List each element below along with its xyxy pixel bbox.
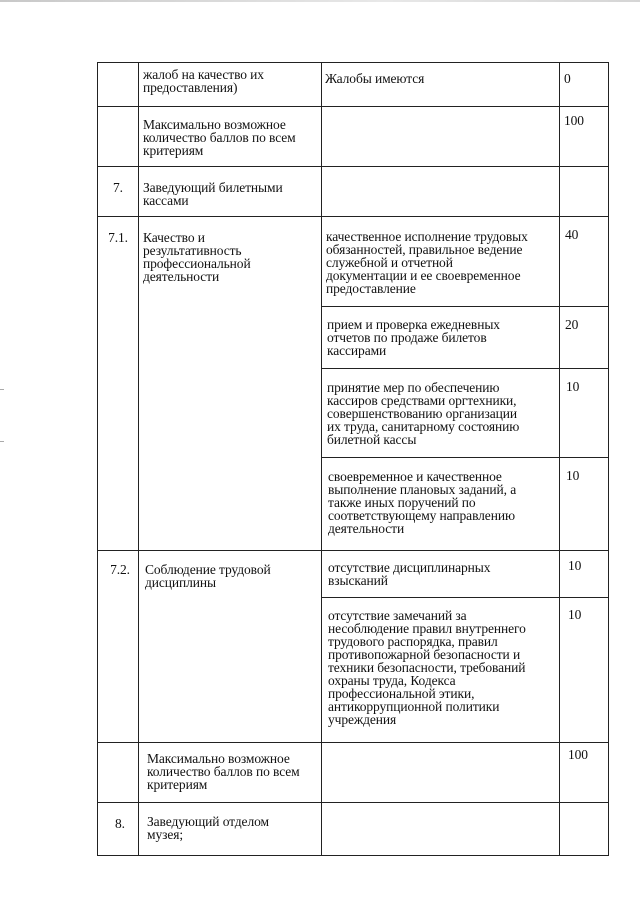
criterion-text: Соблюдение трудовой дисциплины xyxy=(145,562,271,590)
indicator-text: качественное исполнение трудовых обязанностей, правильное ведение служебной и отчетной документации и ее своевременное предоставление xyxy=(326,229,528,296)
subrow-divider xyxy=(321,368,609,369)
row-divider xyxy=(97,550,609,551)
criterion-text: Максимально возможное количество баллов по всем критериям xyxy=(147,751,300,792)
subrow-divider xyxy=(321,597,609,598)
row-divider xyxy=(97,742,609,743)
row-number: 8. xyxy=(115,816,125,831)
points-value: 10 xyxy=(566,468,580,483)
points-value: 10 xyxy=(568,558,582,573)
points-value: 40 xyxy=(565,227,579,242)
indicator-text: отсутствие замечаний за несоблюдение правил внутреннего трудового распорядка, правил противопожарной безопасности и техники безопасности, требований охраны труда, Кодекса профессиональной этики, антикоррупционной политики учреждения xyxy=(328,608,526,727)
subrow-divider xyxy=(321,457,609,458)
points-value: 0 xyxy=(564,71,571,86)
indicator-text: своевременное и качественное выполнение плановых заданий, а также иных поручений по соответствующему направлению деятельности xyxy=(328,469,517,536)
indicator-text: прием и проверка ежедневных отчетов по продаже билетов кассирами xyxy=(327,317,500,358)
table-border-top xyxy=(97,62,609,63)
row-number: 7.2. xyxy=(110,562,130,577)
row-divider xyxy=(97,216,609,217)
column-divider xyxy=(138,62,139,856)
criterion-text: Заведующий билетными кассами xyxy=(143,180,283,208)
row-number: 7. xyxy=(113,180,123,195)
column-divider xyxy=(559,62,560,856)
row-divider xyxy=(97,106,609,107)
criterion-text: Качество и результативность профессиональной деятельности xyxy=(143,230,251,284)
indicator-text: Жалобы имеются xyxy=(325,71,425,86)
points-value: 20 xyxy=(565,317,579,332)
points-value: 10 xyxy=(566,379,580,394)
row-number: 7.1. xyxy=(108,230,128,245)
criterion-text: жалоб на качество их предоставления) xyxy=(143,67,264,95)
points-value: 100 xyxy=(568,747,588,762)
points-value: 10 xyxy=(568,607,582,622)
table-border-bottom xyxy=(97,855,609,856)
subrow-divider xyxy=(321,306,609,307)
column-divider xyxy=(321,62,322,856)
criterion-text: Максимально возможное количество баллов по всем критериям xyxy=(143,117,296,158)
indicator-text: отсутствие дисциплинарных взысканий xyxy=(328,560,491,588)
row-divider xyxy=(97,166,609,167)
table-border-right xyxy=(608,62,609,856)
criterion-text: Заведующий отделом музея; xyxy=(147,814,269,842)
indicator-text: принятие мер по обеспечению кассиров средствами оргтехники, совершенствованию организации их труда, санитарному состоянию билетной кассы xyxy=(327,380,520,447)
row-divider xyxy=(97,802,609,803)
points-value: 100 xyxy=(564,113,584,128)
